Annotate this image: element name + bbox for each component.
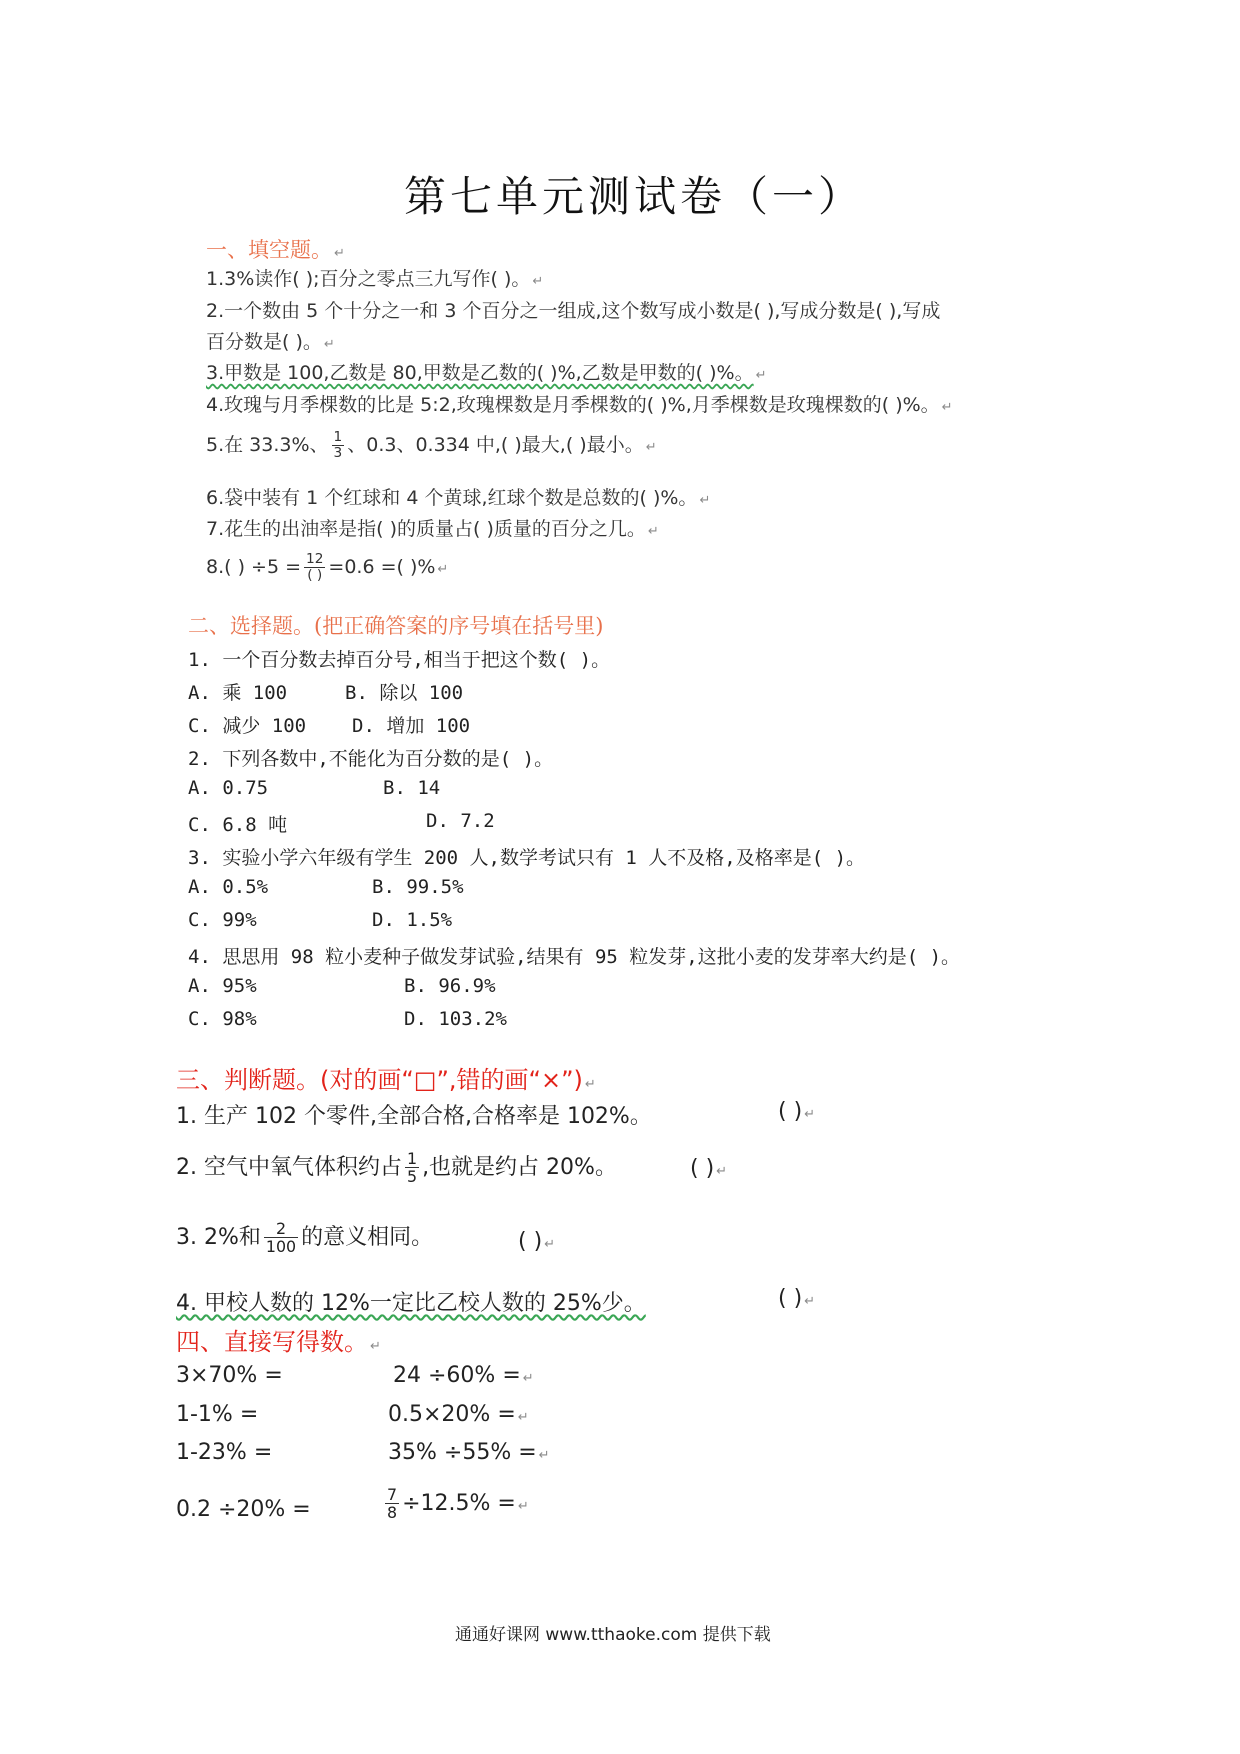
return-mark: ↵ [522, 1371, 534, 1386]
judge-4-answer-paren [778, 1286, 815, 1311]
calc-row-2-b [388, 1402, 529, 1427]
section-1-heading [206, 234, 345, 264]
return-mark: ↵ [517, 1498, 529, 1514]
fill-question-5-post: 、0.3、0.334 中,( )最大,( )最小。 [347, 434, 644, 456]
fill-question-6 [206, 483, 710, 510]
choice-1-option-b: B. 除以 100 [345, 682, 464, 704]
return-mark: ↵ [941, 400, 953, 415]
return-mark: ↵ [437, 562, 449, 578]
return-mark: ↵ [804, 1107, 816, 1122]
fill-question-5-pre: 5.在 33.3%、 [206, 434, 329, 456]
calc-row-3-a: 1-23% = [176, 1440, 273, 1465]
fraction-twelve-over-blank [304, 553, 325, 582]
fill-question-7-text: 7.花生的出油率是指( )的质量占( )质量的百分之几。 [206, 518, 646, 540]
judge-question-4-text: 4. 甲校人数的 12%一定比乙校人数的 25%少。 [176, 1291, 646, 1316]
calc-row-1-b-text: 24 ÷60% = [393, 1363, 521, 1388]
fill-question-4 [206, 390, 953, 417]
fill-question-5 [206, 430, 657, 460]
calc-row-4-a: 0.2 ÷20% = [176, 1497, 311, 1522]
return-mark: ↵ [645, 440, 657, 455]
choice-4-option-c: C. 98% [188, 1008, 257, 1030]
choice-2-option-b: B. 14 [383, 777, 441, 799]
judge-4-paren-text: ( ) [778, 1286, 803, 1311]
judge-3-paren-text: ( ) [518, 1229, 543, 1254]
fill-question-8-pre: 8.( ) ÷5 = [206, 556, 301, 579]
fraction-one-third [332, 428, 345, 461]
fraction-denominator: 5 [406, 1167, 418, 1186]
fill-question-2-line-1: 2.一个数由 5 个十分之一和 3 个百分之一组成,这个数写成小数是( ),写成分数是( ),写成 [206, 300, 941, 322]
return-mark: ↵ [755, 368, 767, 383]
fill-question-3 [206, 358, 767, 385]
judge-question-3-post: 的意义相同。 [301, 1225, 434, 1250]
calc-row-1-a: 3×70% = [176, 1363, 283, 1388]
return-mark: ↵ [334, 246, 345, 261]
calc-row-1-b [393, 1363, 534, 1388]
choice-2-option-a: A. 0.75 [188, 777, 269, 799]
fraction-numerator: 2 [264, 1221, 298, 1238]
judge-question-4 [176, 1286, 646, 1317]
judge-question-3 [176, 1220, 433, 1255]
fill-question-1 [206, 264, 543, 291]
calc-row-2-a: 1-1% = [176, 1402, 259, 1427]
calc-row-3-b [388, 1440, 550, 1465]
choice-question-1: 1. 一个百分数去掉百分号,相当于把这个数( )。 [188, 649, 611, 671]
section-3-heading [176, 1060, 596, 1095]
judge-1-answer-paren [778, 1099, 815, 1124]
choice-4-option-b: B. 96.9% [404, 975, 496, 997]
return-mark: ↵ [584, 1077, 596, 1092]
choice-2-option-c: C. 6.8 吨 [188, 814, 288, 836]
fill-question-3-text: 3.甲数是 100,乙数是 80,甲数是乙数的( )%,乙数是甲数的( )%。 [206, 362, 754, 384]
judge-question-3-pre: 3. 2%和 [176, 1225, 261, 1250]
calc-row-3-b-text: 35% ÷55% = [388, 1440, 537, 1465]
page-title: 第七单元测试卷（一） [404, 172, 865, 221]
return-mark: ↵ [323, 337, 335, 352]
fill-question-8 [206, 553, 448, 582]
return-mark: ↵ [699, 493, 711, 508]
fill-question-6-text: 6.袋中装有 1 个红球和 4 个黄球,红球个数是总数的( )%。 [206, 487, 698, 509]
return-mark: ↵ [532, 274, 544, 289]
fraction-numerator: 12 [306, 551, 324, 567]
return-mark: ↵ [544, 1237, 556, 1252]
return-mark: ↵ [517, 1410, 529, 1425]
fill-question-8-post: =0.6 =( )% [328, 556, 436, 579]
fraction-denominator: 100 [265, 1237, 297, 1256]
fraction-two-hundredths [264, 1221, 298, 1255]
calc-row-4-b [382, 1487, 529, 1521]
return-mark: ↵ [804, 1294, 816, 1309]
judge-3-answer-paren [518, 1229, 555, 1254]
choice-3-option-d: D. 1.5% [372, 909, 453, 931]
return-mark: ↵ [647, 524, 659, 539]
choice-4-option-d: D. 103.2% [404, 1008, 507, 1030]
fill-question-2-line-2-text: 百分数是( )。 [206, 331, 322, 353]
judge-question-2-pre: 2. 空气中氧气体积约占 [176, 1155, 402, 1180]
choice-4-option-a: A. 95% [188, 975, 257, 997]
section-2-heading: 二、选择题。(把正确答案的序号填在括号里) [188, 614, 604, 638]
fraction-one-fifth [405, 1151, 419, 1185]
choice-2-option-d: D. 7.2 [426, 810, 495, 832]
judge-question-2 [176, 1150, 617, 1185]
choice-1-option-a: A. 乘 100 [188, 682, 288, 704]
fraction-numerator: 1 [333, 428, 343, 445]
judge-2-answer-paren [690, 1156, 727, 1181]
calc-row-2-b-text: 0.5×20% = [388, 1402, 516, 1427]
fraction-denominator: 8 [387, 1502, 398, 1522]
return-mark: ↵ [716, 1164, 728, 1179]
return-mark: ↵ [538, 1448, 550, 1463]
section-1-heading-text: 一、填空题。 [206, 238, 332, 262]
choice-3-option-c: C. 99% [188, 909, 257, 931]
choice-3-option-b: B. 99.5% [372, 876, 464, 898]
fill-question-4-text: 4.玫瑰与月季棵数的比是 5:2,玫瑰棵数是月季棵数的( )%,月季棵数是玫瑰棵数的( )%。 [206, 394, 940, 416]
choice-1-option-d: D. 增加 100 [352, 715, 471, 737]
choice-question-4: 4. 思思用 98 粒小麦种子做发芽试验,结果有 95 粒发芽,这批小麦的发芽率大约是( )。 [188, 946, 961, 968]
choice-1-option-c: C. 减少 100 [188, 715, 307, 737]
fill-question-2-line-2 [206, 327, 335, 354]
choice-question-2: 2. 下列各数中,不能化为百分数的是( )。 [188, 748, 554, 770]
fill-question-7 [206, 514, 659, 541]
choice-3-option-a: A. 0.5% [188, 876, 269, 898]
fraction-seven-eighths [385, 1487, 399, 1521]
fraction-denominator: ( ) [307, 566, 323, 583]
section-4-heading [176, 1322, 381, 1357]
judge-question-2-post: ,也就是约占 20%。 [422, 1155, 617, 1180]
choice-question-3: 3. 实验小学六年级有学生 200 人,数学考试只有 1 人不及格,及格率是( )。 [188, 847, 866, 869]
section-3-heading-text: 三、判断题。(对的画“□”,错的画“×”) [176, 1066, 583, 1094]
fraction-numerator: 1 [406, 1149, 418, 1169]
judge-1-paren-text: ( ) [778, 1099, 803, 1124]
fraction-numerator: 7 [387, 1485, 398, 1504]
fill-question-1-text: 1.3%读作( );百分之零点三九写作( )。 [206, 268, 531, 290]
calc-row-4-b-text: ÷12.5% = [402, 1490, 516, 1516]
footer-credit: 通通好课网 www.tthaoke.com 提供下载 [455, 1625, 771, 1645]
return-mark: ↵ [370, 1339, 381, 1354]
fraction-denominator: 3 [333, 444, 343, 461]
judge-2-paren-text: ( ) [690, 1156, 715, 1181]
section-4-heading-text: 四、直接写得数。 [176, 1328, 368, 1356]
judge-question-1: 1. 生产 102 个零件,全部合格,合格率是 102%。 [176, 1104, 652, 1129]
